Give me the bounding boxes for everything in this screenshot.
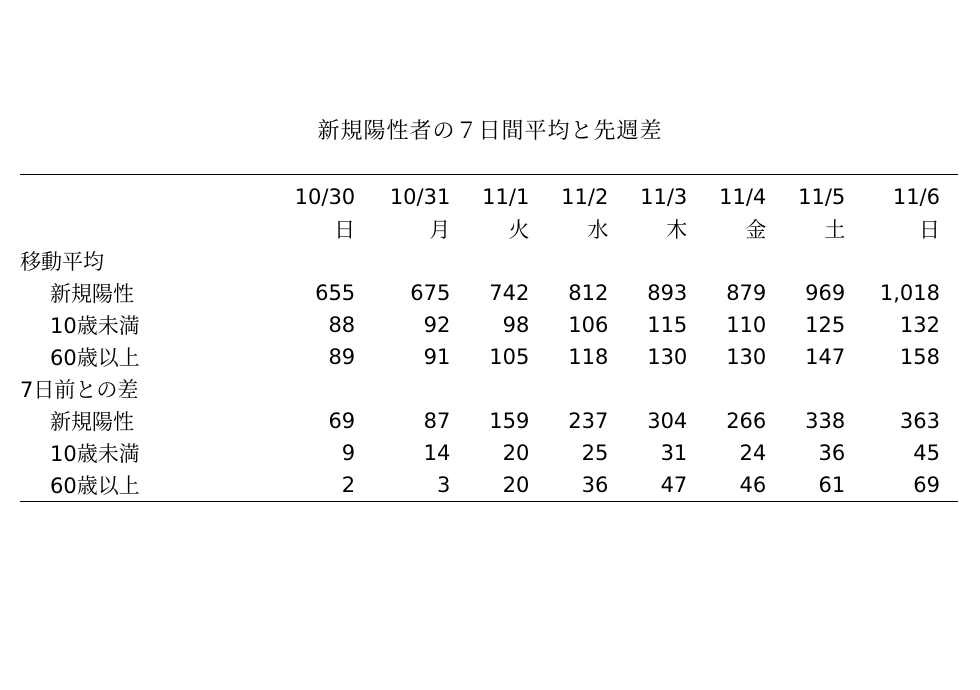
value-cell: 655 — [315, 281, 356, 305]
value-cell: 158 — [899, 345, 940, 369]
date-header: 11/1 — [468, 175, 547, 214]
row-label: 60歳以上 — [20, 469, 278, 502]
weekday-header: 木 — [666, 218, 688, 242]
value-cell: 338 — [805, 409, 846, 433]
value-cell: 969 — [805, 281, 846, 305]
value-cell: 266 — [726, 409, 767, 433]
value-cell: 110 — [726, 313, 767, 337]
date-header: 11/6 — [863, 175, 958, 214]
weekday-header: 土 — [824, 218, 846, 242]
row-label: 60歳以上 — [50, 346, 140, 370]
weekday-header: 月 — [429, 218, 451, 242]
value-cell: 2 — [278, 469, 373, 502]
corner-cell — [20, 213, 278, 245]
value-cell: 69 — [328, 409, 356, 433]
value-cell: 3 — [373, 469, 468, 502]
value-cell: 61 — [784, 469, 863, 502]
value-cell: 20 — [468, 469, 547, 502]
row-label: 新規陽性 — [50, 282, 134, 306]
value-cell: 237 — [568, 409, 609, 433]
value-cell: 363 — [899, 409, 940, 433]
value-cell: 98 — [502, 313, 530, 337]
value-cell: 812 — [568, 281, 609, 305]
value-cell: 88 — [328, 313, 356, 337]
table-row — [20, 277, 958, 309]
value-cell: 879 — [726, 281, 767, 305]
value-cell: 14 — [423, 441, 451, 465]
table-row — [20, 405, 958, 437]
value-cell: 45 — [913, 441, 940, 465]
date-header-row — [20, 175, 958, 214]
date-header: 11/5 — [784, 175, 863, 214]
value-cell: 46 — [705, 469, 784, 502]
value-cell: 106 — [568, 313, 609, 337]
value-cell: 47 — [626, 469, 705, 502]
weekday-header: 金 — [745, 218, 767, 242]
value-cell: 159 — [489, 409, 530, 433]
value-cell: 69 — [863, 469, 958, 502]
table-body — [20, 245, 958, 502]
weekday-header: 日 — [334, 218, 356, 242]
section-heading-row — [20, 245, 958, 277]
value-cell: 89 — [328, 345, 356, 369]
value-cell: 1,018 — [879, 281, 940, 305]
row-label: 10歳未満 — [50, 314, 140, 338]
value-cell: 304 — [647, 409, 688, 433]
value-cell: 36 — [818, 441, 846, 465]
weekday-header: 水 — [587, 218, 609, 242]
value-cell: 25 — [581, 441, 609, 465]
value-cell: 92 — [423, 313, 451, 337]
value-cell: 893 — [647, 281, 688, 305]
section-heading: 7日前との差 — [20, 378, 139, 402]
value-cell: 675 — [410, 281, 451, 305]
data-table — [20, 174, 958, 502]
row-label: 新規陽性 — [50, 410, 134, 434]
row-label: 10歳未満 — [50, 442, 140, 466]
date-header: 11/2 — [547, 175, 626, 214]
value-cell: 115 — [647, 313, 688, 337]
value-cell: 130 — [647, 345, 688, 369]
value-cell: 105 — [489, 345, 530, 369]
value-cell: 20 — [502, 441, 530, 465]
corner-cell — [20, 175, 278, 214]
weekday-header-row — [20, 213, 958, 245]
value-cell: 125 — [805, 313, 846, 337]
date-header: 10/31 — [373, 175, 468, 214]
value-cell: 132 — [899, 313, 940, 337]
value-cell: 36 — [547, 469, 626, 502]
value-cell: 147 — [805, 345, 846, 369]
table-row — [20, 341, 958, 373]
table-row — [20, 309, 958, 341]
table-row — [20, 469, 958, 502]
value-cell: 31 — [660, 441, 688, 465]
weekday-header: 日 — [919, 218, 940, 242]
weekday-header: 火 — [508, 218, 530, 242]
date-header: 11/3 — [626, 175, 705, 214]
value-cell: 742 — [489, 281, 530, 305]
section-heading-row — [20, 373, 958, 405]
value-cell: 130 — [726, 345, 767, 369]
value-cell: 87 — [423, 409, 451, 433]
value-cell: 9 — [341, 441, 356, 465]
date-header: 11/4 — [705, 175, 784, 214]
date-header: 10/30 — [278, 175, 373, 214]
value-cell: 24 — [739, 441, 767, 465]
section-heading: 移動平均 — [20, 250, 104, 274]
value-cell: 118 — [568, 345, 609, 369]
table-row — [20, 437, 958, 469]
table-title: 新規陽性者の７日間平均と先週差 — [317, 119, 663, 144]
value-cell: 91 — [423, 345, 451, 369]
